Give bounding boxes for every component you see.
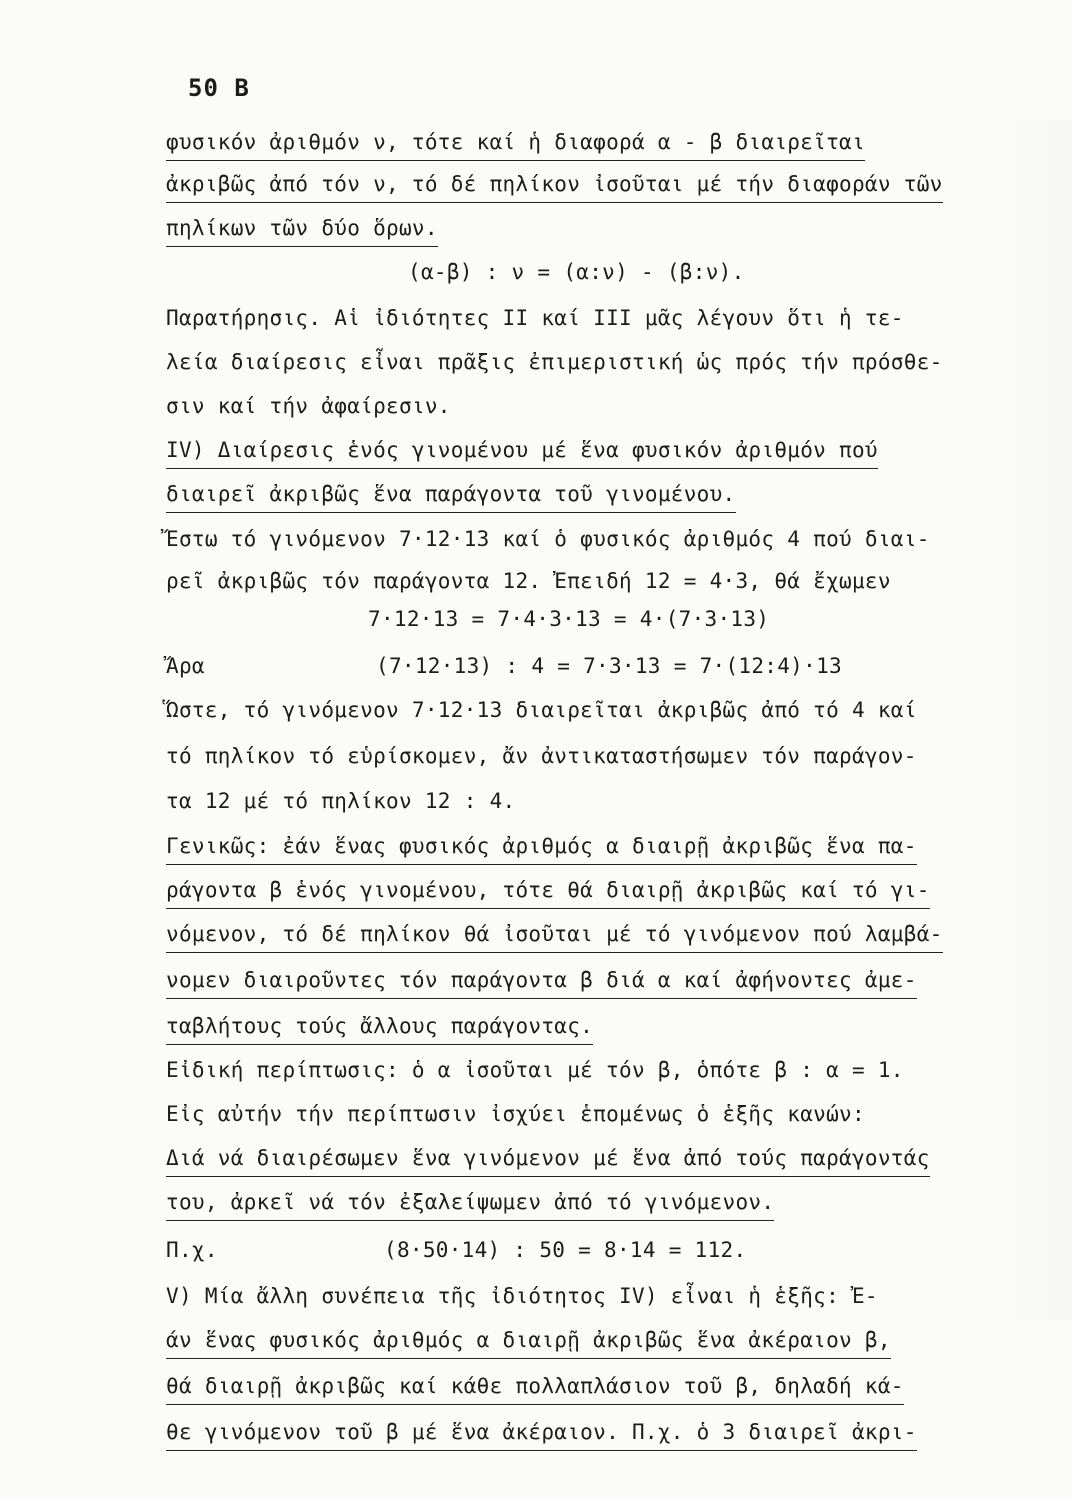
text-line-5: Παρατήρησις. Αἱ ἰδιότητες ΙΙ καί ΙΙΙ μᾶς λέγουν ὅτι ἡ τε-: [166, 306, 904, 330]
formula-line-3: (7·12·13) : 4 = 7·3·13 = 7·(12:4)·13: [376, 654, 842, 678]
text-line-31: θε γινόμενον τοῦ β μέ ἕνα ἀκέραιον. Π.χ. ὁ 3 διαιρεῖ ἀκρι-: [166, 1416, 917, 1451]
text-line-8: IV) Διαίρεσις ἑνός γινομένου μέ ἕνα φυσικόν ἀριθμόν πού: [166, 434, 878, 469]
text-line-1: φυσικόν ἀριθμόν ν, τότε καί ἡ διαφορά α - β διαιρεῖται: [166, 126, 865, 161]
text-line-19: νόμενον, τό δέ πηλίκον θά ἰσοῦται μέ τό γινόμενον πού λαμβά-: [166, 918, 943, 953]
text-line-25: του, ἀρκεῖ νά τόν ἐξαλείψωμεν ἀπό τό γινόμενον.: [166, 1186, 774, 1221]
text-line-23: Εἰς αὐτήν τήν περίπτωσιν ἰσχύει ἑπομένως ὁ ἑξῆς κανών:: [166, 1102, 865, 1126]
text-line-11: ρεῖ ἀκριβῶς τόν παράγοντα 12. Ἐπειδή 12 = 4·3, θά ἔχωμεν: [166, 569, 891, 593]
text-line-29: άν ἕνας φυσικός ἀριθμός α διαιρῇ ἀκριβῶς ἕνα ἀκέραιον β,: [166, 1324, 891, 1359]
text-line-7: σιν καί τήν ἀφαίρεσιν.: [166, 394, 451, 418]
text-line-px: Π.χ.: [166, 1238, 218, 1262]
text-line-30: θά διαιρῇ ἀκριβῶς καί κάθε πολλαπλάσιον τοῦ β, δηλαδή κά-: [166, 1370, 904, 1405]
text-line-9: διαιρεῖ ἀκριβῶς ἕνα παράγοντα τοῦ γινομένου.: [166, 478, 736, 513]
text-line-10: Ἔστω τό γινόμενον 7·12·13 καί ὁ φυσικός ἀριθμός 4 πού διαι-: [166, 527, 930, 551]
formula-line-4: (8·50·14) : 50 = 8·14 = 112.: [384, 1238, 747, 1262]
text-line-16: τα 12 μέ τό πηλίκον 12 : 4.: [166, 789, 516, 813]
text-line-3: πηλίκων τῶν δύο ὅρων.: [166, 212, 438, 247]
text-line-15: τό πηλίκον τό εὑρίσκομεν, ἄν ἀντικαταστήσωμεν τόν παράγον-: [166, 744, 917, 768]
formula-line-1: (α-β) : ν = (α:ν) - (β:ν).: [408, 260, 745, 284]
text-line-22: Εἰδική περίπτωσις: ὁ α ἰσοῦται μέ τόν β, ὁπότε β : α = 1.: [166, 1058, 904, 1082]
formula-line-2: 7·12·13 = 7·4·3·13 = 4·(7·3·13): [368, 607, 770, 631]
text-line-24: Διά νά διαιρέσωμεν ἕνα γινόμενον μέ ἕνα ἀπό τούς παράγοντάς: [166, 1142, 930, 1177]
text-line-6: λεία διαίρεσις εἶναι πρᾶξις ἐπιμεριστική ὡς πρός τήν πρόσθε-: [166, 350, 943, 374]
text-line-20: νομεν διαιροῦντες τόν παράγοντα β διά α καί ἀφήνοντες ἀμε-: [166, 964, 917, 999]
text-line-28: V) Μία ἄλλη συνέπεια τῆς ἰδιότητος IV) εἶναι ἡ ἑξῆς: Ἐ-: [166, 1284, 878, 1308]
text-line-ara: Ἄρα: [166, 654, 205, 678]
text-line-21: ταβλήτους τούς ἄλλους παράγοντας.: [166, 1010, 593, 1045]
text-line-14: Ὥστε, τό γινόμενον 7·12·13 διαιρεῖται ἀκριβῶς ἀπό τό 4 καί: [166, 698, 917, 722]
page-shadow: [982, 120, 1072, 1320]
page-number: 50 B: [188, 74, 250, 102]
text-line-18: ράγοντα β ἑνός γινομένου, τότε θά διαιρῇ ἀκριβῶς καί τό γι-: [166, 874, 930, 909]
text-line-17: Γενικῶς: ἐάν ἕνας φυσικός ἀριθμός α διαιρῇ ἀκριβῶς ἕνα πα-: [166, 830, 917, 865]
text-line-2: ἀκριβῶς ἀπό τόν ν, τό δέ πηλίκον ἰσοῦται μέ τήν διαφοράν τῶν: [166, 168, 943, 203]
